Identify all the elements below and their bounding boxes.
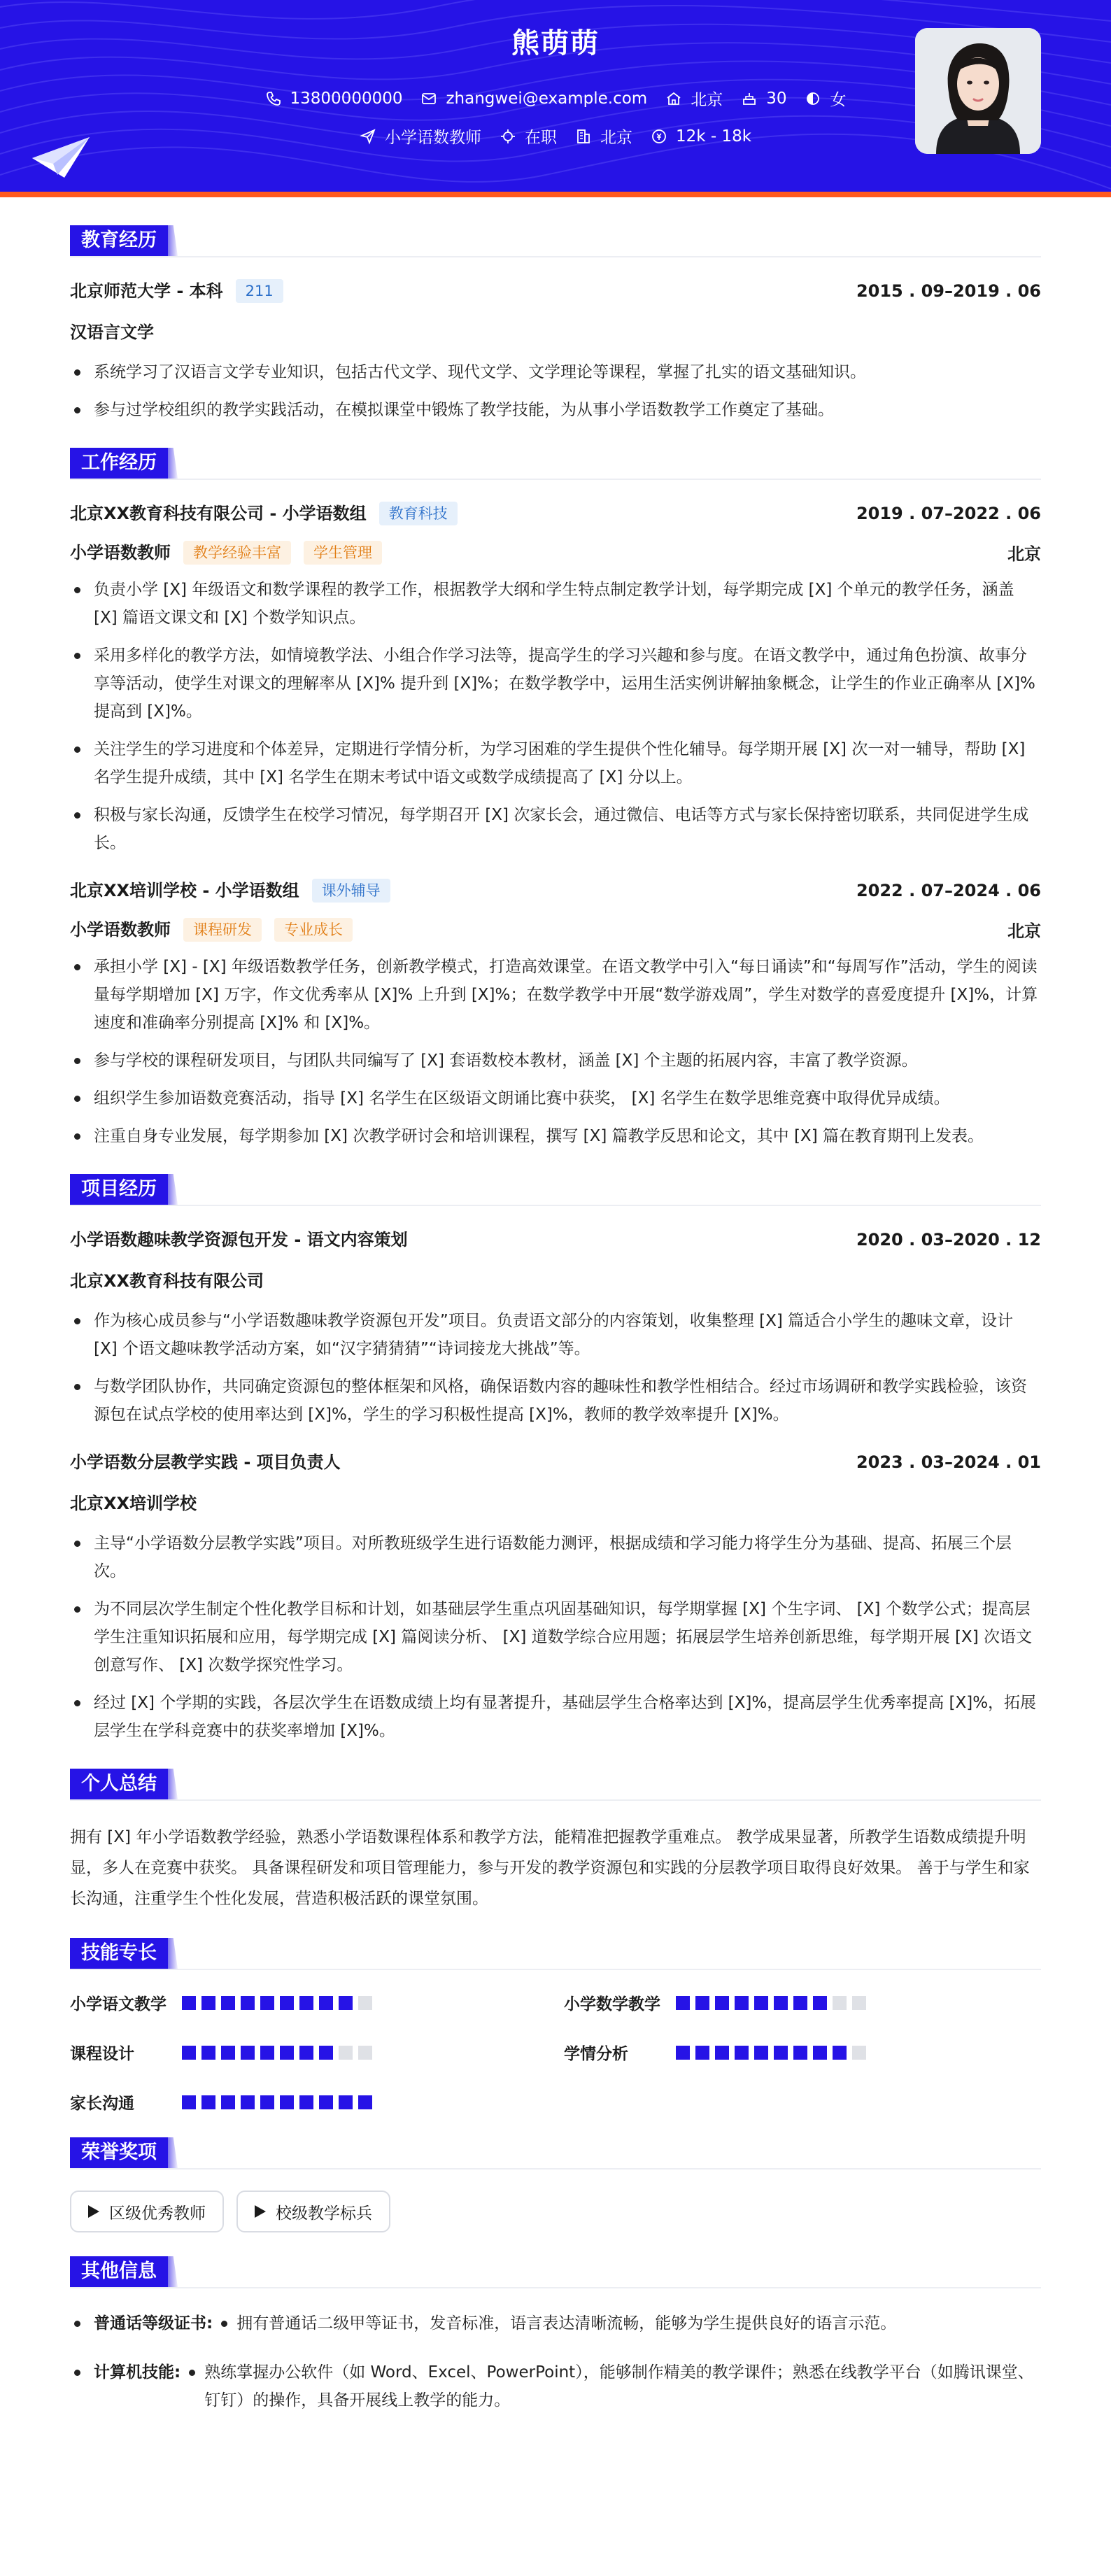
other-section-header xyxy=(70,2256,1041,2288)
skills-section-title: 技能专长 xyxy=(70,1938,168,1969)
target-icon xyxy=(500,128,516,145)
role-tag: 专业成长 xyxy=(274,918,353,942)
company-line xyxy=(70,501,458,526)
skill-level-filled xyxy=(715,1996,729,2010)
skill-level-filled xyxy=(793,1996,807,2010)
work-entry xyxy=(70,501,1041,857)
company-line xyxy=(70,878,390,903)
home-icon xyxy=(665,90,682,107)
other-section xyxy=(70,2256,1041,2414)
skill-level-meter xyxy=(182,1996,372,2010)
work-section-header xyxy=(70,448,1041,480)
skill-level-empty xyxy=(339,2046,353,2060)
skill-level-empty xyxy=(358,2046,372,2060)
list-item: 系统学习了汉语言文学专业知识，包括古代文学、现代文学、文学理论等课程，掌握了扎实的语文基础知识。 xyxy=(70,358,1041,386)
skill-item xyxy=(70,2090,564,2114)
project-date: 2020 . 03–2020 . 12 xyxy=(856,1230,1041,1250)
list-item: 注重自身专业发展，每学期参加 [X] 次教学研讨会和培训课程，撰写 [X] 篇教学反思和论文，其中 [X] 篇在教育期刊上发表。 xyxy=(70,1122,1041,1150)
list-item: 参与学校的课程研发项目，与团队共同编写了 [X] 套语数校本教材，涵盖 [X] 个主题的拓展内容，丰富了教学资源。 xyxy=(70,1047,1041,1075)
age-icon xyxy=(741,90,758,107)
list-item: 参与过学校组织的教学实践活动，在模拟课堂中锻炼了教学技能，为从事小学语数教学工作奠定了基础。 xyxy=(70,396,1041,424)
work-section xyxy=(70,448,1041,1150)
skill-level-filled xyxy=(833,2046,847,2060)
skill-level-filled xyxy=(299,2095,313,2109)
work-bullets xyxy=(70,576,1041,857)
education-section-header xyxy=(70,225,1041,257)
project-date: 2023 . 03–2024 . 01 xyxy=(856,1452,1041,1472)
skill-level-filled xyxy=(260,2046,274,2060)
major-name: 汉语言文学 xyxy=(70,323,154,342)
skill-name: 家长沟通 xyxy=(70,2095,134,2113)
play-triangle-icon xyxy=(255,2205,266,2218)
building-icon xyxy=(575,128,592,145)
awards-section xyxy=(70,2137,1041,2232)
skill-level-filled xyxy=(280,1996,294,2010)
resume-body xyxy=(70,225,1041,2438)
phone-icon xyxy=(265,90,282,107)
play-triangle-icon xyxy=(88,2205,99,2218)
age-text: 30 xyxy=(766,89,787,108)
skill-level-meter xyxy=(182,2095,372,2109)
projects-section-title: 项目经历 xyxy=(70,1174,168,1205)
gender-icon xyxy=(805,90,821,107)
candidate-name: 熊萌萌 xyxy=(511,27,600,59)
skill-level-filled xyxy=(695,1996,709,2010)
header-accent-stripe xyxy=(0,192,1111,197)
skill-level-filled xyxy=(774,2046,788,2060)
skill-name: 小学数学教学 xyxy=(564,1995,660,2014)
other-info-label: 计算机技能: xyxy=(70,2358,181,2414)
award-name: 校级教学标兵 xyxy=(276,2204,372,2223)
skill-level-empty xyxy=(358,1996,372,2010)
city-info xyxy=(665,87,723,110)
resume-header xyxy=(0,0,1111,197)
work-section-title: 工作经历 xyxy=(70,448,168,479)
age-info xyxy=(741,90,786,108)
company-tag: 教育科技 xyxy=(379,502,458,525)
skill-level-empty xyxy=(833,1996,847,2010)
awards-section-header xyxy=(70,2137,1041,2170)
project-org: 北京XX教育科技有限公司 xyxy=(70,1271,264,1291)
project-bullets xyxy=(70,1307,1041,1429)
list-item: 作为核心成员参与“小学语数趣味教学资源包开发”项目。负责语文部分的内容策划，收集整理 [X] 篇适合小学生的趣味文章，设计 [X] 个语文趣味教学活动方案，如“汉字猜猜猜”“诗词接龙大挑战”等。 xyxy=(70,1307,1041,1363)
summary-section-header xyxy=(70,1769,1041,1801)
skill-level-filled xyxy=(676,1996,690,2010)
skill-level-filled xyxy=(201,2046,215,2060)
skill-level-meter xyxy=(676,1996,866,2010)
skill-level-filled xyxy=(260,2095,274,2109)
other-info-item xyxy=(70,2358,1041,2414)
gender-text: 女 xyxy=(830,91,847,109)
skill-name: 小学语文教学 xyxy=(70,1995,167,2014)
status-text: 在职 xyxy=(524,129,557,147)
job-title-text: 小学语数教师 xyxy=(384,129,481,147)
summary-section-title: 个人总结 xyxy=(70,1769,168,1799)
skill-level-filled xyxy=(754,1996,768,2010)
work-entry xyxy=(70,878,1041,1150)
summary-section xyxy=(70,1769,1041,1914)
award-chip xyxy=(70,2191,224,2232)
company-name: 北京XX培训学校 - 小学语数组 xyxy=(70,881,299,900)
role-name: 小学语数教师 xyxy=(70,919,171,940)
other-info-value: 拥有普通话二级甲等证书，发音标准，语言表达清晰流畅，能够为学生提供良好的语言示范。 xyxy=(213,2309,896,2337)
skill-level-filled xyxy=(280,2095,294,2109)
projects-section-header xyxy=(70,1174,1041,1206)
skill-level-filled xyxy=(280,2046,294,2060)
role-tag: 教学经验丰富 xyxy=(183,541,291,565)
skill-item xyxy=(70,1991,564,2014)
skill-level-filled xyxy=(201,2095,215,2109)
list-item: 承担小学 [X] - [X] 年级语数教学任务，创新教学模式，打造高效课堂。在语文教学中引入“每日诵读”和“每周写作”活动，学生的阅读量每学期增加 [X] 万字，作文优秀率从 [X]% 上升到 [X]%；在数学教学中开展“数学游戏周”，学生对数学的喜爱度提升 [X]%，计算速度和准确率分别提高 [X]% 和 [X]%。 xyxy=(70,953,1041,1037)
skill-level-filled xyxy=(201,1996,215,2010)
school-line xyxy=(70,278,283,304)
skill-level-filled xyxy=(676,2046,690,2060)
skill-level-filled xyxy=(813,2046,827,2060)
salary-info xyxy=(651,127,751,146)
work-bullets xyxy=(70,953,1041,1150)
skill-name: 学情分析 xyxy=(564,2045,628,2063)
skill-level-meter xyxy=(182,2046,372,2060)
project-entry xyxy=(70,1227,1041,1429)
awards-list xyxy=(70,2191,1041,2232)
work-date: 2019 . 07–2022 . 06 xyxy=(856,504,1041,523)
skill-level-filled xyxy=(813,1996,827,2010)
email-text: zhangwei@example.com xyxy=(446,89,648,108)
skill-level-filled xyxy=(299,1996,313,2010)
list-item: 主导“小学语数分层教学实践”项目。对所教班级学生进行语数能力测评，根据成绩和学习能力将学生分为基础、提高、拓展三个层次。 xyxy=(70,1529,1041,1585)
skill-level-filled xyxy=(319,2046,333,2060)
skill-level-filled xyxy=(715,2046,729,2060)
skill-level-filled xyxy=(339,1996,353,2010)
skill-item xyxy=(564,1991,1041,2014)
skills-section-header xyxy=(70,1938,1041,1970)
job-title-info xyxy=(360,125,481,148)
project-entry xyxy=(70,1450,1041,1745)
company-name: 北京XX教育科技有限公司 - 小学语数组 xyxy=(70,504,367,523)
role-line xyxy=(70,918,353,942)
list-item: 与数学团队协作，共同确定资源包的整体框架和风格，确保语数内容的趣味性和教学性相结合。经过市场调研和教学实践检验，该资源包在试点学校的使用率达到 [X]%，学生的学习积极性提高 [X]%，教师的教学效率提升 [X]%。 xyxy=(70,1373,1041,1429)
avatar-portrait-image xyxy=(915,28,1041,154)
email-info xyxy=(420,90,647,108)
list-item: 为不同层次学生制定个性化教学目标和计划，如基础层学生重点巩固基础知识，每学期掌握 [X] 个生字词、 [X] 个数学公式；提高层学生注重知识拓展和应用，每学期完成 [X] 篇阅读分析、 [X] 道数学综合应用题；拓展层学生培养创新思维，每学期开展 [X] 次语文创意写作、 [X] 次数学探究性学习。 xyxy=(70,1595,1041,1679)
skill-item xyxy=(70,2041,564,2064)
skill-level-filled xyxy=(260,1996,274,2010)
other-info-item xyxy=(70,2309,1041,2337)
work-city-text: 北京 xyxy=(600,129,632,147)
city-text: 北京 xyxy=(691,91,723,109)
skill-level-filled xyxy=(241,2095,255,2109)
skill-level-filled xyxy=(241,1996,255,2010)
education-bullets xyxy=(70,358,1041,424)
money-icon xyxy=(651,128,667,145)
paper-plane-icon xyxy=(360,128,376,145)
project-bullets xyxy=(70,1529,1041,1745)
skill-name: 课程设计 xyxy=(70,2045,134,2063)
skill-level-meter xyxy=(676,2046,866,2060)
skill-level-filled xyxy=(735,2046,749,2060)
skill-level-empty xyxy=(852,2046,866,2060)
skill-level-filled xyxy=(695,2046,709,2060)
skill-level-filled xyxy=(754,2046,768,2060)
skills-section xyxy=(70,1938,1041,2114)
award-name: 区级优秀教师 xyxy=(109,2204,206,2223)
skills-grid xyxy=(70,1991,1041,2114)
skill-level-filled xyxy=(319,2095,333,2109)
skill-level-filled xyxy=(182,1996,196,2010)
skill-level-filled xyxy=(182,2095,196,2109)
list-item: 关注学生的学习进度和个体差异，定期进行学情分析，为学习困难的学生提供个性化辅导。每学期开展 [X] 次一对一辅导，帮助 [X] 名学生提升成绩，其中 [X] 名学生在期末考试中语文或数学成绩提高了 [X] 分以上。 xyxy=(70,735,1041,791)
projects-section xyxy=(70,1174,1041,1745)
phone-text: 13800000000 xyxy=(290,89,403,108)
company-tag: 课外辅导 xyxy=(312,879,390,903)
education-section-title: 教育经历 xyxy=(70,225,168,256)
education-section xyxy=(70,225,1041,424)
education-date: 2015 . 09–2019 . 06 xyxy=(856,281,1041,301)
salary-text: 12k - 18k xyxy=(675,127,752,146)
list-item: 经过 [X] 个学期的实践，各层次学生在语数成绩上均有显著提升，基础层学生合格率达到 [X]%，提高层学生优秀率提高 [X]%，拓展层学生在学科竞赛中的获奖率增加 [X]%。 xyxy=(70,1689,1041,1745)
skill-level-filled xyxy=(221,1996,235,2010)
other-info-value: 熟练掌握办公软件（如 Word、Excel、PowerPoint），能够制作精美的教学课件；熟悉在线教学平台（如腾讯课堂、钉钉）的操作，具备开展线上教学的能力。 xyxy=(181,2358,1041,2414)
project-org: 北京XX培训学校 xyxy=(70,1494,197,1513)
skill-level-filled xyxy=(299,2046,313,2060)
role-line xyxy=(70,541,382,565)
work-city-info xyxy=(575,125,632,148)
summary-text: 拥有 [X] 年小学语数教学经验，熟悉小学语数课程体系和教学方法，能精准把握教学重难点。 教学成果显著，所教学生语数成绩提升明显，多人在竞赛中获奖。 具备课程研发和项目管理能力，参与开发的教学资源包和实践的分层教学项目取得良好效果。 善于与学生和家长沟通，注重学生个性化发展，营造积极活跃的课堂氛围。 xyxy=(70,1828,1030,1908)
work-location: 北京 xyxy=(1007,921,1041,941)
skill-level-empty xyxy=(852,1996,866,2010)
status-info xyxy=(500,125,557,148)
school-tag: 211 xyxy=(236,279,283,303)
other-info-label: 普通话等级证书: xyxy=(70,2309,213,2337)
list-item: 组织学生参加语数竞赛活动，指导 [X] 名学生在区级语文朗诵比赛中获奖， [X] 名学生在数学思维竞赛中取得优异成绩。 xyxy=(70,1084,1041,1112)
gender-info xyxy=(805,87,846,110)
project-name: 小学语数趣味教学资源包开发 - 语文内容策划 xyxy=(70,1230,408,1250)
list-item: 积极与家长沟通，反馈学生在校学习情况，每学期召开 [X] 次家长会，通过微信、电话等方式与家长保持密切联系，共同促进学生成长。 xyxy=(70,801,1041,857)
phone-info xyxy=(265,90,403,108)
school-name: 北京师范大学 - 本科 xyxy=(70,281,223,301)
avatar xyxy=(915,28,1041,154)
role-tag: 学生管理 xyxy=(304,541,382,565)
skill-level-filled xyxy=(319,1996,333,2010)
skill-level-filled xyxy=(339,2095,353,2109)
role-name: 小学语数教师 xyxy=(70,542,171,562)
other-section-title: 其他信息 xyxy=(70,2256,168,2287)
project-name: 小学语数分层教学实践 - 项目负责人 xyxy=(70,1452,341,1472)
awards-section-title: 荣誉奖项 xyxy=(70,2137,168,2168)
skill-level-filled xyxy=(221,2046,235,2060)
skill-level-filled xyxy=(221,2095,235,2109)
email-icon xyxy=(420,90,437,107)
skill-item xyxy=(564,2041,1041,2064)
skill-level-filled xyxy=(241,2046,255,2060)
work-date: 2022 . 07–2024 . 06 xyxy=(856,881,1041,900)
skill-level-filled xyxy=(774,1996,788,2010)
skill-level-filled xyxy=(735,1996,749,2010)
work-location: 北京 xyxy=(1007,544,1041,564)
skill-level-filled xyxy=(358,2095,372,2109)
list-item: 负责小学 [X] 年级语文和数学课程的教学工作，根据教学大纲和学生特点制定教学计划，每学期完成 [X] 个单元的教学任务，涵盖 [X] 篇语文课文和 [X] 个数学知识点。 xyxy=(70,576,1041,632)
skill-level-filled xyxy=(793,2046,807,2060)
award-chip xyxy=(236,2191,390,2232)
role-tag: 课程研发 xyxy=(183,918,262,942)
education-entry xyxy=(70,278,1041,424)
skill-level-filled xyxy=(182,2046,196,2060)
list-item: 采用多样化的教学方法，如情境教学法、小组合作学习法等，提高学生的学习兴趣和参与度。在语文教学中，通过角色扮演、故事分享等活动，使学生对课文的理解率从 [X]% 提升到 [X]%；在数学教学中，运用生活实例讲解抽象概念，让学生的作业正确率从 [X]% 提高到 [X]%。 xyxy=(70,642,1041,726)
